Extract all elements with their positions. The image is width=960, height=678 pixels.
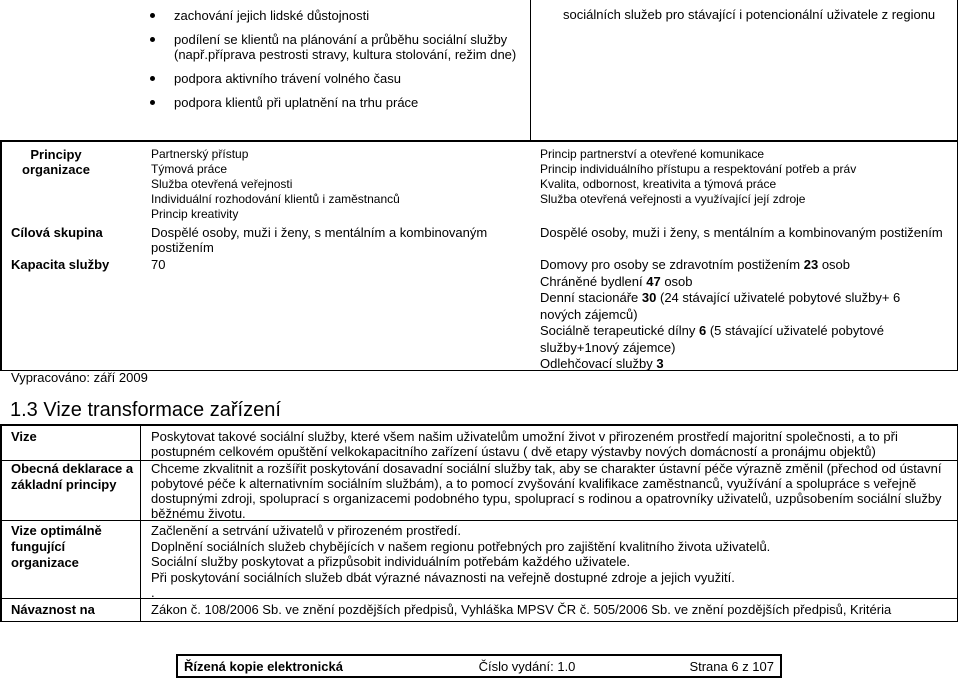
- optimal-item: Sociální služby poskytovat a přizpůsobit individuálním potřebám každého uživatele.: [151, 554, 631, 569]
- principle-item: Princip individuálního přístupu a respektování potřeb a práv: [540, 162, 857, 176]
- list-item: podpora aktivního trávení volného času: [150, 71, 522, 86]
- principle-item: Týmová práce: [151, 162, 228, 176]
- optimal-item: Při poskytování sociálních služeb dbát výrazné návaznosti na veřejně dostupné zdroje a jejich využití.: [151, 569, 735, 585]
- prepared-date: Vypracováno: září 2009: [11, 370, 148, 385]
- footer-copy-type: Řízená kopie elektronická: [184, 658, 343, 674]
- bullet-icon: [150, 76, 155, 81]
- cilova-right: Dospělé osoby, muži i ženy, s mentálním a kombinovaným postižením: [540, 225, 943, 240]
- navaznost-text: Zákon č. 108/2006 Sb. ve znění pozdějších předpisů, Vyhláška MPSV ČR č. 505/2006 Sb. ve znění pozdějších předpisů, Kritéria: [151, 602, 892, 617]
- kapacita-item: Chráněné bydlení 47 osob: [540, 273, 693, 289]
- kapacita-right: [540, 257, 940, 373]
- bullet-icon: [150, 100, 155, 105]
- principle-item: Individuální rozhodování klientů i zaměstnanců: [151, 192, 400, 206]
- top-right-text: sociálních služeb pro stávající i potencionální uživatele z regionu: [563, 7, 936, 22]
- top-right-border: [957, 0, 958, 140]
- principle-item: Kvalita, odbornost, kreativita a týmová práce: [540, 177, 777, 191]
- principle-item: Služba otevřená veřejnosti a využívající její zdroje: [540, 192, 806, 206]
- bullet-icon: [150, 13, 155, 18]
- table1-left-border: [0, 140, 2, 371]
- table2-bottom-border: [0, 621, 958, 622]
- kapacita-left: 70: [151, 257, 166, 272]
- principle-item: Partnerský přístup: [151, 147, 249, 161]
- top-divider: [530, 0, 531, 140]
- obecna-label: Obecná deklarace a základní principy: [11, 461, 134, 492]
- principy-left: [151, 147, 521, 222]
- cilova-label: Cílová skupina: [11, 225, 103, 240]
- principy-right: [540, 147, 950, 207]
- principy-label: Principy organizace: [22, 147, 90, 177]
- vize-text: Poskytovat takové sociální služby, které všem našim uživatelům umožní život v přirozeném prostředí majoritní společnosti, a to při postupném celkovém opuštění velkokapacitního zařízení ústavu ( dvě etapy výstavby nových domácností a pronájmu objektů): [151, 429, 898, 459]
- kapacita-item: Sociálně terapeutické dílny 6 (5 stávající uživatelé pobytové služby+1nový zájemce): [540, 323, 884, 355]
- principle-item: Princip partnerství a otevřené komunikace: [540, 147, 765, 161]
- footer-issue-number: Číslo vydání: 1.0: [478, 658, 576, 674]
- table1-right-border: [957, 140, 958, 371]
- table2-left-border: [0, 424, 2, 622]
- list-item: podpora klientů při uplatnění na trhu práce: [150, 95, 522, 110]
- optimal-item: .: [151, 585, 155, 600]
- kapacita-item: Odlehčovací služby 3: [540, 356, 664, 371]
- kapacita-item: Denní stacionáře 30 (24 stávající uživatelé pobytové služby+ 6 nových zájemců): [540, 290, 901, 322]
- top-bullet-list: [150, 8, 522, 110]
- optimal-label: Vize optimálně fungující organizace: [11, 523, 102, 570]
- footer-page-number: Strana 6 z 107: [689, 658, 774, 674]
- table2-top-border: [0, 424, 958, 426]
- section-heading: 1.3 Vize transformace zařízení: [10, 399, 281, 421]
- optimal-item: Doplnění sociálních služeb chybějících v našem regionu potřebných pro zajištění kvalitního života uživatelů.: [151, 538, 771, 554]
- optimal-text: [151, 523, 951, 601]
- principle-item: Princip kreativity: [151, 207, 239, 221]
- table2-right-border: [957, 424, 958, 622]
- bullet-icon: [150, 37, 155, 42]
- cilova-left: Dospělé osoby, muži i ženy, s mentálním a kombinovaným postižením: [151, 225, 488, 255]
- table2-col-divider: [140, 424, 141, 622]
- kapacita-item: Domovy pro osoby se zdravotním postižením 23 osob: [540, 257, 851, 272]
- list-item: podílení se klientů na plánování a průběhu sociální služby (např.příprava pestrosti stravy, kultura stolování, režim dne): [150, 32, 522, 62]
- vize-label: Vize: [11, 429, 37, 444]
- kapacita-label: Kapacita služby: [11, 257, 110, 272]
- optimal-item: Začlenění a setrvání uživatelů v přirozeném prostředí.: [151, 523, 461, 538]
- table1-top-border: [0, 140, 958, 142]
- obecna-text: Chceme zkvalitnit a rozšířit poskytování dosavadní sociální služby tak, aby se charakter ústavní péče výrazně změnil (přechod od ústavní pobytové péče k alternativním sociálním službám), a to pomocí zvyšování kvalifikace zaměstnanců, využívání a spolupráce s veřejně dostupnými zdroji, spoluprací s organizacemi podobného typu, spoluprací s rodinou a opatrovníky uživatelů, uzpůsobením sociální služby běžnému životu.: [151, 461, 942, 521]
- navaznost-label: Návaznost na: [11, 602, 95, 617]
- principle-item: Služba otevřená veřejnosti: [151, 177, 293, 191]
- document-footer: [176, 654, 782, 678]
- list-item: zachování jejich lidské důstojnosti: [150, 8, 522, 23]
